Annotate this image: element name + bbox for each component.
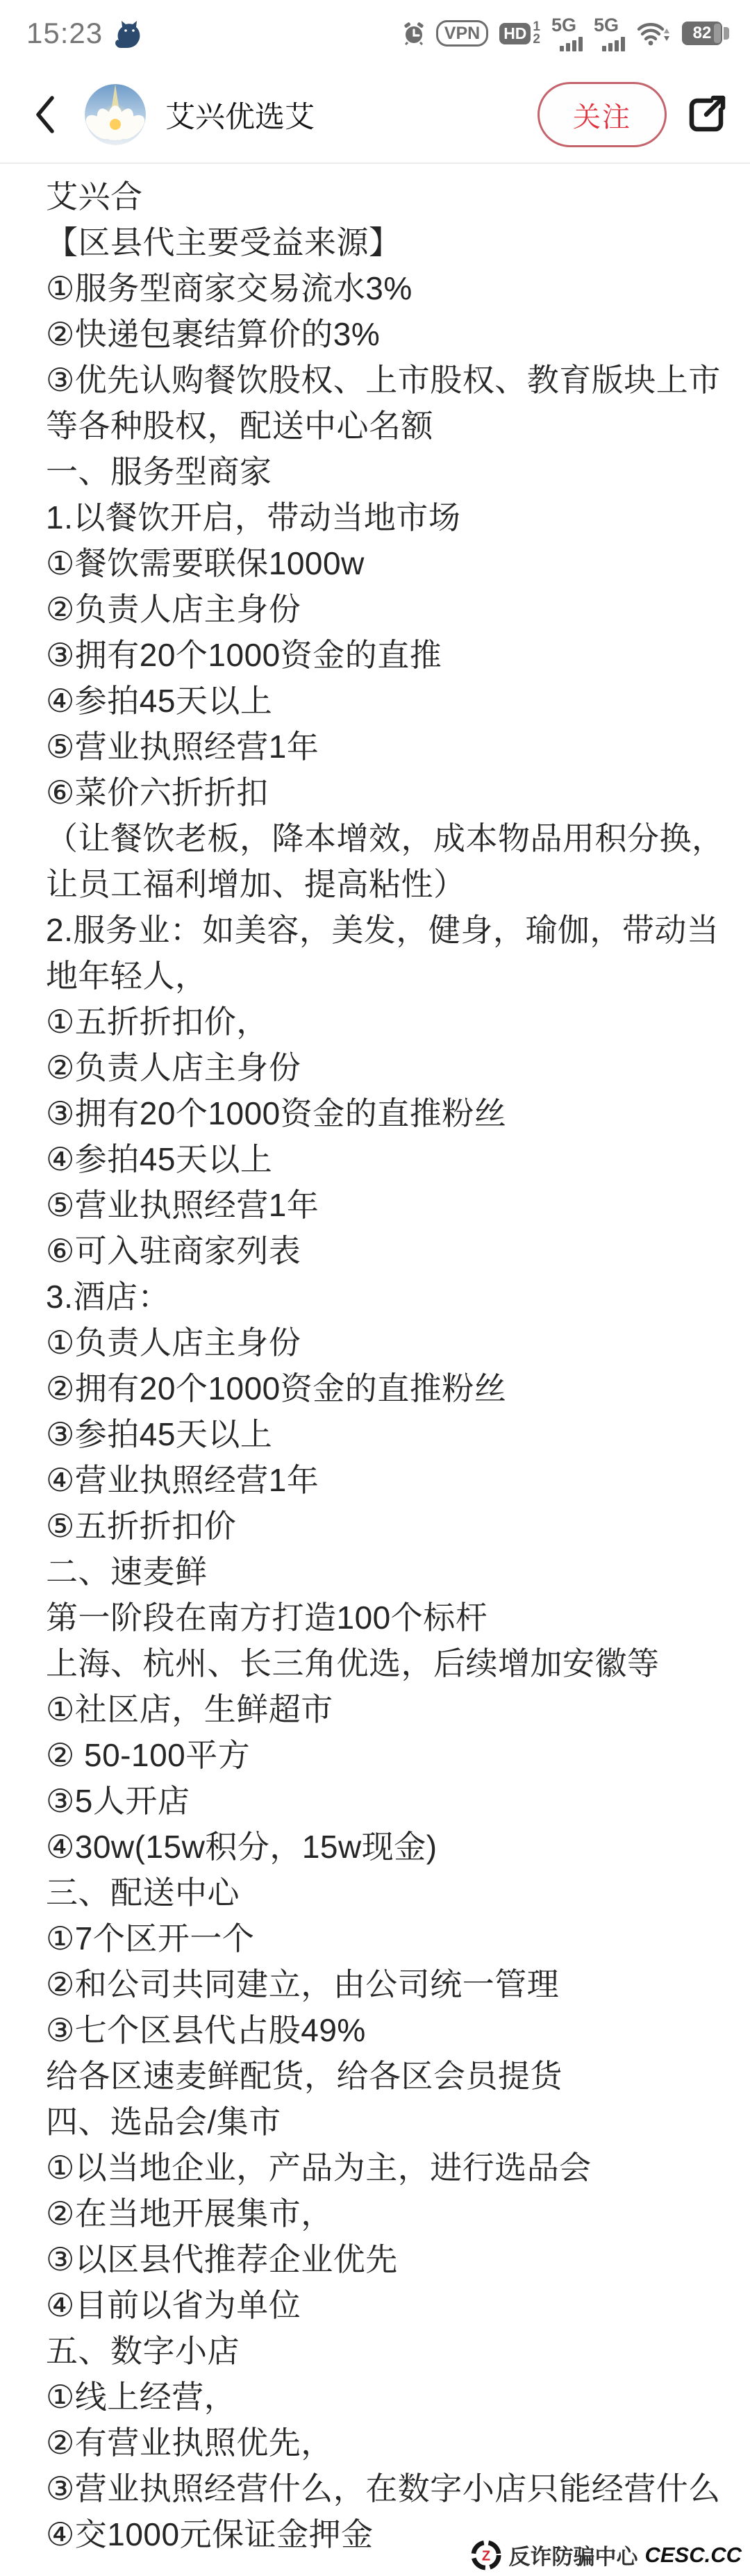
article-line: ④参拍45天以上 bbox=[46, 683, 273, 719]
article-line: 第一阶段在南方打造100个标杆 bbox=[46, 1599, 488, 1636]
article-line: 让员工福利增加、提高粘性） bbox=[46, 866, 466, 902]
article-line: ①社区店，生鲜超市 bbox=[46, 1691, 333, 1727]
status-right bbox=[403, 16, 729, 51]
signal-bars-icon bbox=[602, 37, 625, 51]
article-line: 2.服务业：如美容，美发，健身，瑜伽，带动当 bbox=[46, 912, 719, 948]
article-line: ②负责人店主身份 bbox=[46, 591, 301, 627]
article-line: 四、选品会/集市 bbox=[46, 2104, 281, 2140]
article-line: ③七个区县代占股49% bbox=[46, 2012, 366, 2048]
article-line: ③营业执照经营什么，在数字小店只能经营什么 bbox=[46, 2470, 721, 2507]
lotus-avatar-image bbox=[85, 84, 146, 145]
page-title: 艾兴优选艾 bbox=[165, 100, 315, 134]
status-bar bbox=[0, 0, 750, 67]
article-line: ③拥有20个1000资金的直推 bbox=[46, 637, 442, 673]
article-line: ①服务型商家交易流水3% bbox=[46, 270, 412, 306]
anti-fraud-watermark bbox=[468, 2538, 744, 2572]
sim2-label: 2 bbox=[533, 32, 540, 47]
article-line: ④营业执照经营1年 bbox=[46, 1462, 319, 1498]
signal-sim2: 5G bbox=[594, 16, 625, 51]
article-line: ④交1000元保证金押金 bbox=[46, 2516, 374, 2552]
article-line: ⑤营业执照经营1年 bbox=[46, 1187, 319, 1223]
article-line: ②快递包裹结算价的3% bbox=[46, 316, 381, 352]
vpn-badge: VPN bbox=[436, 20, 488, 47]
article-line: ①负责人店主身份 bbox=[46, 1324, 301, 1361]
sim1-label: 1 bbox=[533, 19, 540, 34]
share-icon[interactable] bbox=[683, 92, 729, 138]
article-line: ②在当地开展集市， bbox=[46, 2195, 333, 2232]
article-line: ③参拍45天以上 bbox=[46, 1416, 273, 1452]
article-line: ②和公司共同建立，由公司统一管理 bbox=[46, 1966, 560, 2002]
back-button[interactable] bbox=[33, 94, 57, 135]
article-line: ①五折折扣价， bbox=[46, 1004, 269, 1040]
article-line: 艾兴合 bbox=[46, 178, 143, 215]
cat-notification-icon bbox=[114, 17, 143, 49]
article-line: ①7个区开一个 bbox=[46, 1920, 255, 1956]
avatar[interactable] bbox=[85, 84, 146, 145]
follow-button[interactable]: 关注 bbox=[538, 82, 667, 147]
article-line: ①以当地企业，产品为主，进行选品会 bbox=[46, 2150, 592, 2186]
battery-icon bbox=[682, 22, 722, 45]
article-line: ②有营业执照优先， bbox=[46, 2425, 333, 2461]
article-line: 三、配送中心 bbox=[46, 1875, 240, 1911]
article-line: 【区县代主要受益来源】 bbox=[46, 224, 401, 260]
article-line: ③5人开店 bbox=[46, 1783, 190, 1819]
article-line: ② 50-100平方 bbox=[46, 1737, 251, 1773]
article-line: ①线上经营， bbox=[46, 2379, 237, 2415]
signal-bars-icon bbox=[560, 37, 583, 51]
article-line: ④参拍45天以上 bbox=[46, 1141, 273, 1177]
article-line: 等各种股权，配送中心名额 bbox=[46, 408, 433, 444]
article-line: ③拥有20个1000资金的直推粉丝 bbox=[46, 1095, 507, 1131]
article-line: ③优先认购餐饮股权、上市股权、教育版块上市 bbox=[46, 362, 721, 398]
article-line: 3.酒店： bbox=[46, 1279, 170, 1315]
article-line: ②拥有20个1000资金的直推粉丝 bbox=[46, 1370, 507, 1406]
status-left bbox=[26, 17, 143, 50]
article-line: 二、速麦鲜 bbox=[46, 1554, 208, 1590]
alarm-icon bbox=[403, 22, 425, 45]
article-body bbox=[0, 164, 750, 2557]
article-line: ①餐饮需要联保1000w bbox=[46, 545, 365, 581]
signal-sim1: 5G bbox=[551, 16, 583, 51]
article-line: ④目前以省为单位 bbox=[46, 2287, 301, 2323]
article-line: ⑥菜价六折折扣 bbox=[46, 774, 269, 811]
status-time: 15:23 bbox=[26, 17, 103, 49]
article-line: ②负责人店主身份 bbox=[46, 1049, 301, 1086]
anti-fraud-logo-icon bbox=[471, 2540, 501, 2570]
article-line: ④30w(15w积分，15w现金) bbox=[46, 1829, 438, 1865]
watermark-org: 反诈防骗中心 bbox=[508, 2545, 638, 2569]
watermark-site: CESC.CC bbox=[644, 2542, 742, 2567]
page-header bbox=[0, 67, 750, 164]
article-line: ⑤五折折扣价 bbox=[46, 1508, 237, 1544]
article-line: 地年轻人， bbox=[46, 958, 208, 994]
svg-text:Z: Z bbox=[482, 2548, 491, 2564]
article-line: ③以区县代推荐企业优先 bbox=[46, 2241, 398, 2277]
article-line: 一、服务型商家 bbox=[46, 454, 272, 490]
article-line: 1.以餐饮开启，带动当地市场 bbox=[46, 499, 461, 535]
article-line: 上海、杭州、长三角优选，后续增加安徽等 bbox=[46, 1645, 660, 1681]
wifi-icon bbox=[636, 20, 671, 47]
battery-percent: 82 bbox=[692, 24, 712, 42]
volte-hd-badge bbox=[499, 21, 540, 46]
article-line: （让餐饮老板，降本增效，成本物品用积分换， bbox=[46, 820, 724, 856]
article-line: ⑤营业执照经营1年 bbox=[46, 729, 319, 765]
article-line: ⑥可入驻商家列表 bbox=[46, 1233, 301, 1269]
article-line: 给各区速麦鲜配货，给各区会员提货 bbox=[46, 2058, 562, 2094]
hd-label: HD bbox=[499, 23, 531, 44]
article-line: 五、数字小店 bbox=[46, 2333, 240, 2369]
